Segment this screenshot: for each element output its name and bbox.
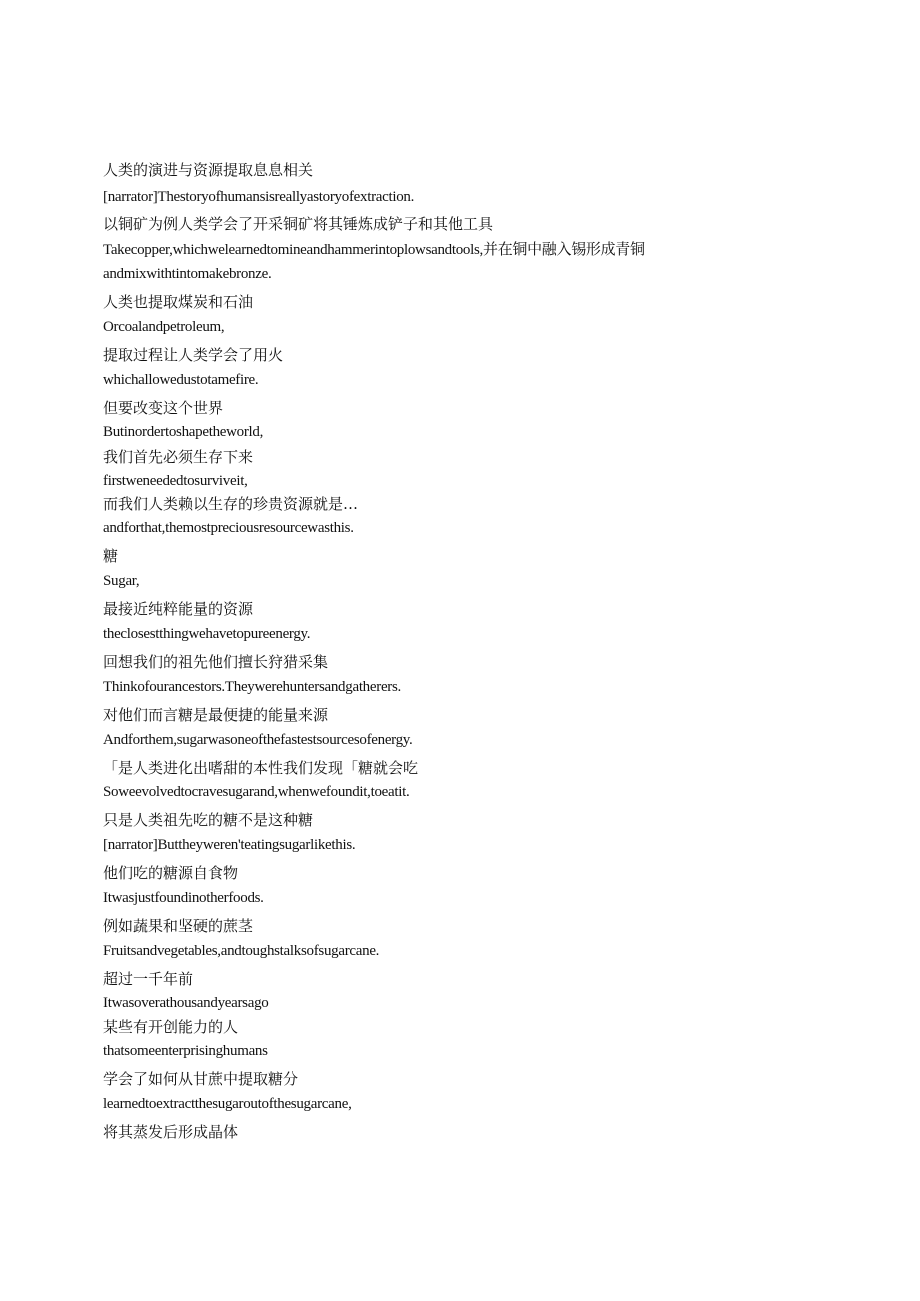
transcript-line: 但要改变这个世界 [103,399,224,417]
transcript-line: 将其蒸发后形成晶体 [103,1123,239,1141]
transcript-line: 例如蔬果和坚硬的蔗茎 [103,917,254,935]
transcript-line: firstweneededtosurviveit, [103,473,248,489]
transcript-line: 我们首先必须生存下来 [103,448,254,466]
transcript-line: Takecopper,whichwelearnedtomineandhammerintoplowsandtools,并在铜中融入锡形成青铜 [103,242,645,258]
transcript-line: 人类的演进与资源提取息息相关 [103,161,314,179]
transcript-line: andmixwithtintomakebronze. [103,266,272,282]
transcript-line: [narrator]Buttheyweren'teatingsugarlikethis. [103,837,356,853]
transcript-line: 学会了如何从甘蔗中提取糖分 [103,1070,299,1088]
transcript-line: 提取过程让人类学会了用火 [103,346,284,364]
transcript-line: 以铜矿为例人类学会了开采铜矿将其锤炼成铲子和其他工具 [103,215,494,233]
transcript-line: 他们吃的糖源自食物 [103,864,239,882]
transcript-line: 而我们人类赖以生存的珍贵资源就是… [103,495,359,513]
transcript-line: 糖 [103,547,119,565]
transcript-line: Andforthem,sugarwasoneofthefastestsourcesofenergy. [103,732,413,748]
transcript-line: 只是人类祖先吃的糖不是这种糖 [103,811,314,829]
transcript-line: learnedtoextractthesugaroutofthesugarcane, [103,1096,352,1112]
transcript-line: whichallowedustotamefire. [103,372,259,388]
transcript-line: Orcoalandpetroleum, [103,319,225,335]
transcript-line: Soweevolvedtocravesugarand,whenwefoundit,toeatit. [103,784,410,800]
transcript-line: 最接近纯粹能量的资源 [103,600,254,618]
transcript-line: [narrator]Thestoryofhumansisreallyastoryofextraction. [103,189,415,205]
transcript-line: 回想我们的祖先他们擅长狩猎采集 [103,653,329,671]
transcript-line: Sugar, [103,573,140,589]
transcript-line: theclosestthingwehavetopureenergy. [103,626,311,642]
transcript-line: Itwasoverathousandyearsago [103,995,269,1011]
transcript-line: 某些有开创能力的人 [103,1018,239,1036]
transcript-line: andforthat,themostpreciousresourcewasthis. [103,520,354,536]
transcript-line: Butinordertoshapetheworld, [103,424,264,440]
transcript-line: Thinkofourancestors.Theywerehuntersandgatherers. [103,679,401,695]
transcript-line: 人类也提取煤炭和石油 [103,293,254,311]
transcript-line: Itwasjustfoundinotherfoods. [103,890,264,906]
transcript-line: 「是人类进化出嗜甜的本性我们发现「糖就会吃 [103,759,419,777]
transcript-line: thatsomeenterprisinghumans [103,1043,268,1059]
transcript-line: 超过一千年前 [103,970,194,988]
transcript-line: Fruitsandvegetables,andtoughstalksofsugarcane. [103,943,380,959]
transcript-line: 对他们而言糖是最便捷的能量来源 [103,706,329,724]
